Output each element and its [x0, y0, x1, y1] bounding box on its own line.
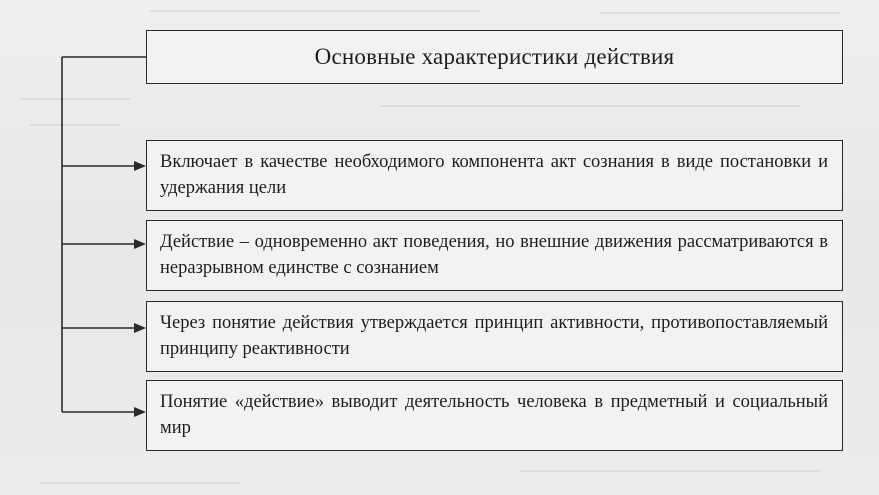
characteristic-box-4 — [146, 380, 843, 451]
characteristic-box-1 — [146, 140, 843, 211]
characteristic-text: Через понятие действия утверждается принцип активности, противопоставляемый принципу реактивности — [160, 313, 828, 359]
arrowhead-2 — [134, 239, 146, 249]
arrowhead-3 — [134, 323, 146, 333]
diagram-title: Основные характеристики действия — [314, 44, 675, 69]
characteristic-text: Включает в качестве необходимого компонента акт сознания в виде постановки и удержания цели — [160, 152, 828, 198]
arrowhead-1 — [134, 161, 146, 171]
characteristic-box-3 — [146, 301, 843, 372]
characteristic-text: Понятие «действие» выводит деятельность человека в предметный и социальный мир — [160, 392, 828, 438]
characteristic-box-2 — [146, 220, 843, 291]
arrowhead-4 — [134, 407, 146, 417]
characteristic-text: Действие – одновременно акт поведения, но внешние движения рассматриваются в неразрывном единстве с сознанием — [160, 232, 828, 278]
title-box — [146, 30, 843, 84]
